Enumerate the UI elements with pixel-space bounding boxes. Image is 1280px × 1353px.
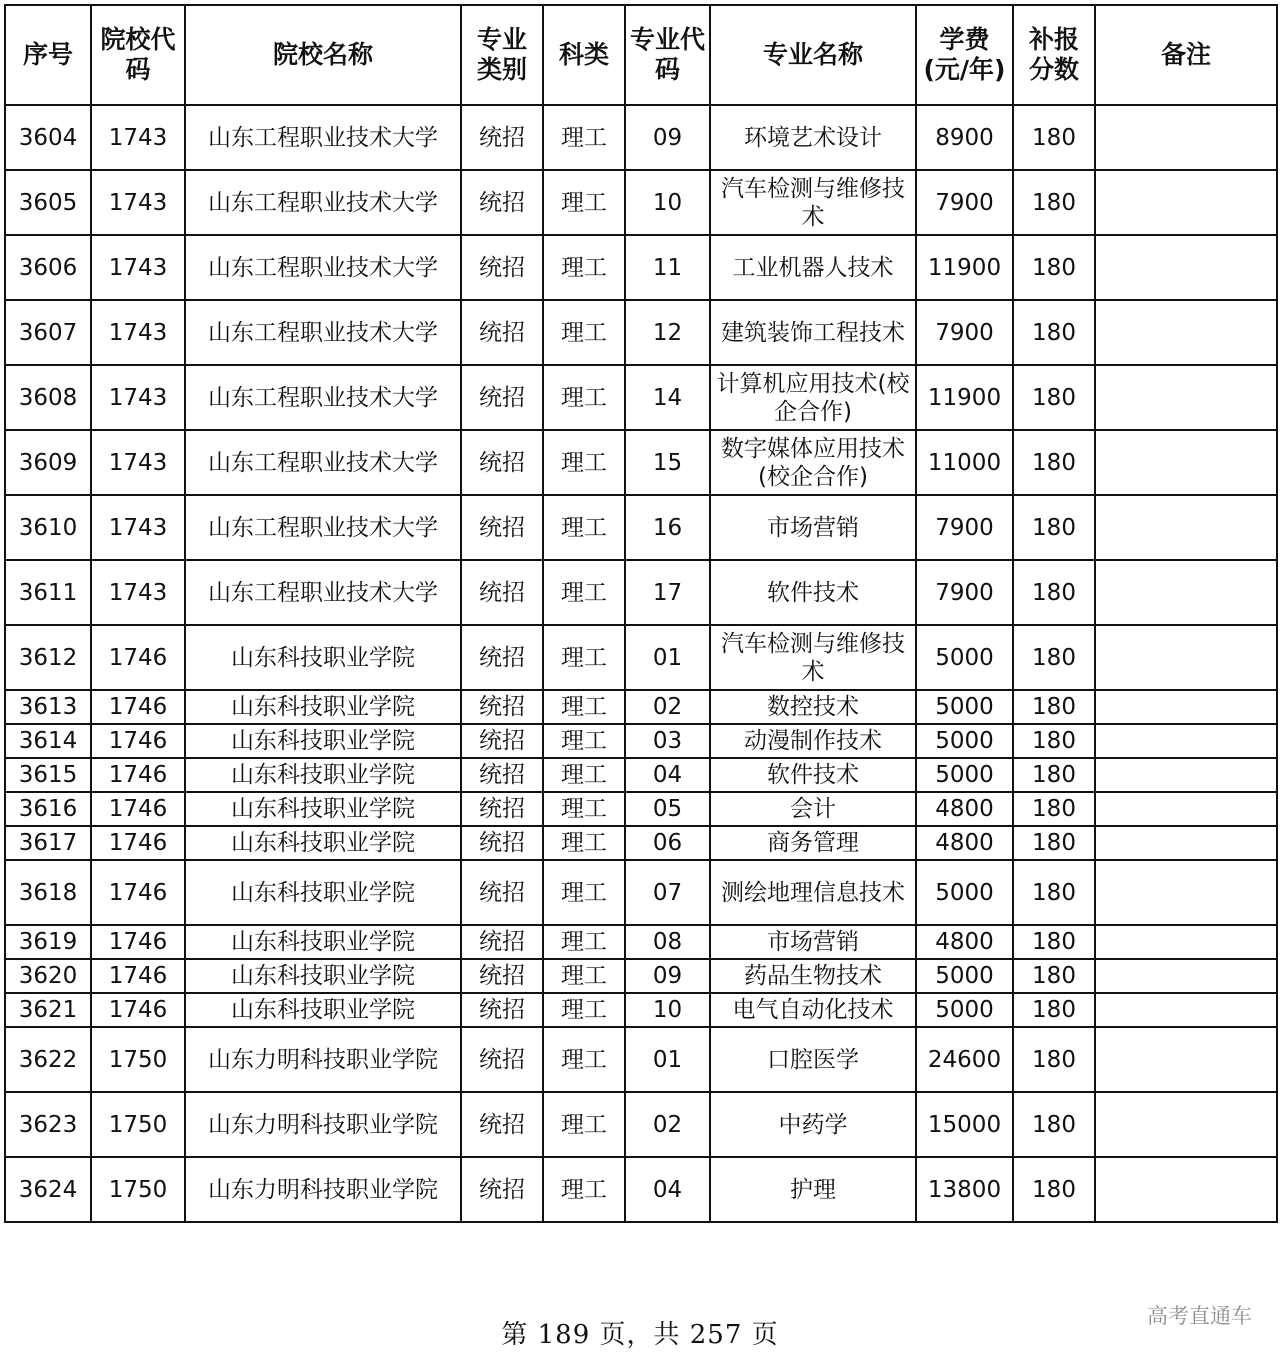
cell-category: 统招 <box>461 959 543 993</box>
table-row <box>5 860 1277 925</box>
cell-category: 统招 <box>461 826 543 860</box>
cell-school-name: 山东工程职业技术大学 <box>185 300 461 365</box>
cell-major-name: 市场营销 <box>710 495 916 560</box>
cell-seq: 3617 <box>5 826 91 860</box>
cell-major-code: 06 <box>625 826 710 860</box>
cell-major-name: 汽车检测与维修技术 <box>710 170 916 235</box>
table-row <box>5 724 1277 758</box>
cell-note <box>1095 959 1277 993</box>
cell-fee: 11000 <box>916 430 1013 495</box>
cell-score: 180 <box>1013 1157 1095 1222</box>
cell-subject: 理工 <box>543 105 625 170</box>
cell-subject: 理工 <box>543 1157 625 1222</box>
table-row <box>5 758 1277 792</box>
cell-school-code: 1743 <box>91 170 185 235</box>
cell-school-code: 1746 <box>91 792 185 826</box>
header-note: 备注 <box>1095 5 1277 105</box>
cell-category: 统招 <box>461 625 543 690</box>
cell-category: 统招 <box>461 690 543 724</box>
cell-fee: 8900 <box>916 105 1013 170</box>
table-row <box>5 625 1277 690</box>
cell-major-code: 02 <box>625 690 710 724</box>
cell-score: 180 <box>1013 430 1095 495</box>
cell-fee: 11900 <box>916 365 1013 430</box>
cell-school-name: 山东科技职业学院 <box>185 826 461 860</box>
cell-fee: 5000 <box>916 758 1013 792</box>
cell-major-code: 02 <box>625 1092 710 1157</box>
cell-school-name: 山东力明科技职业学院 <box>185 1092 461 1157</box>
cell-major-name: 建筑装饰工程技术 <box>710 300 916 365</box>
cell-score: 180 <box>1013 300 1095 365</box>
cell-category: 统招 <box>461 1092 543 1157</box>
cell-school-code: 1743 <box>91 365 185 430</box>
cell-school-code: 1743 <box>91 495 185 560</box>
cell-major-name: 动漫制作技术 <box>710 724 916 758</box>
cell-fee: 13800 <box>916 1157 1013 1222</box>
cell-seq: 3608 <box>5 365 91 430</box>
cell-major-code: 10 <box>625 993 710 1027</box>
cell-fee: 4800 <box>916 792 1013 826</box>
cell-note <box>1095 792 1277 826</box>
cell-school-code: 1746 <box>91 993 185 1027</box>
cell-category: 统招 <box>461 1157 543 1222</box>
cell-major-code: 07 <box>625 860 710 925</box>
cell-major-name: 计算机应用技术(校企合作) <box>710 365 916 430</box>
cell-major-name: 软件技术 <box>710 758 916 792</box>
cell-major-code: 14 <box>625 365 710 430</box>
admission-plan-table <box>4 4 1278 1223</box>
cell-fee: 11900 <box>916 235 1013 300</box>
cell-school-code: 1743 <box>91 560 185 625</box>
cell-subject: 理工 <box>543 495 625 560</box>
cell-school-name: 山东科技职业学院 <box>185 758 461 792</box>
cell-school-code: 1746 <box>91 826 185 860</box>
cell-note <box>1095 925 1277 959</box>
cell-subject: 理工 <box>543 235 625 300</box>
cell-seq: 3618 <box>5 860 91 925</box>
cell-fee: 5000 <box>916 690 1013 724</box>
cell-major-name: 护理 <box>710 1157 916 1222</box>
cell-category: 统招 <box>461 860 543 925</box>
cell-school-name: 山东工程职业技术大学 <box>185 365 461 430</box>
cell-seq: 3604 <box>5 105 91 170</box>
cell-note <box>1095 625 1277 690</box>
cell-school-name: 山东工程职业技术大学 <box>185 170 461 235</box>
cell-note <box>1095 724 1277 758</box>
cell-score: 180 <box>1013 1092 1095 1157</box>
cell-score: 180 <box>1013 690 1095 724</box>
table-row <box>5 826 1277 860</box>
header-score: 补报分数 <box>1013 5 1095 105</box>
cell-subject: 理工 <box>543 430 625 495</box>
cell-major-name: 药品生物技术 <box>710 959 916 993</box>
cell-school-code: 1746 <box>91 860 185 925</box>
header-fee: 学费(元/年) <box>916 5 1013 105</box>
table-row <box>5 235 1277 300</box>
cell-subject: 理工 <box>543 365 625 430</box>
cell-school-name: 山东科技职业学院 <box>185 925 461 959</box>
cell-seq: 3611 <box>5 560 91 625</box>
cell-seq: 3619 <box>5 925 91 959</box>
cell-school-name: 山东工程职业技术大学 <box>185 495 461 560</box>
cell-school-name: 山东科技职业学院 <box>185 625 461 690</box>
cell-major-name: 会计 <box>710 792 916 826</box>
cell-note <box>1095 826 1277 860</box>
cell-school-code: 1750 <box>91 1092 185 1157</box>
cell-subject: 理工 <box>543 724 625 758</box>
cell-subject: 理工 <box>543 300 625 365</box>
cell-fee: 15000 <box>916 1092 1013 1157</box>
cell-score: 180 <box>1013 792 1095 826</box>
cell-category: 统招 <box>461 300 543 365</box>
cell-fee: 5000 <box>916 860 1013 925</box>
cell-school-code: 1750 <box>91 1027 185 1092</box>
cell-category: 统招 <box>461 495 543 560</box>
cell-school-code: 1750 <box>91 1157 185 1222</box>
cell-category: 统招 <box>461 724 543 758</box>
cell-seq: 3620 <box>5 959 91 993</box>
cell-school-name: 山东力明科技职业学院 <box>185 1027 461 1092</box>
cell-school-code: 1746 <box>91 925 185 959</box>
cell-seq: 3607 <box>5 300 91 365</box>
table-row <box>5 105 1277 170</box>
cell-major-name: 数字媒体应用技术(校企合作) <box>710 430 916 495</box>
cell-school-name: 山东科技职业学院 <box>185 860 461 925</box>
cell-school-name: 山东工程职业技术大学 <box>185 235 461 300</box>
cell-school-code: 1746 <box>91 690 185 724</box>
cell-category: 统招 <box>461 430 543 495</box>
cell-score: 180 <box>1013 1027 1095 1092</box>
cell-major-name: 环境艺术设计 <box>710 105 916 170</box>
cell-note <box>1095 1157 1277 1222</box>
cell-school-name: 山东力明科技职业学院 <box>185 1157 461 1222</box>
cell-major-name: 测绘地理信息技术 <box>710 860 916 925</box>
cell-fee: 7900 <box>916 560 1013 625</box>
cell-major-name: 软件技术 <box>710 560 916 625</box>
header-school-name: 院校名称 <box>185 5 461 105</box>
header-category: 专业类别 <box>461 5 543 105</box>
cell-major-name: 市场营销 <box>710 925 916 959</box>
cell-fee: 5000 <box>916 959 1013 993</box>
cell-category: 统招 <box>461 365 543 430</box>
header-seq: 序号 <box>5 5 91 105</box>
table-row <box>5 993 1277 1027</box>
cell-seq: 3616 <box>5 792 91 826</box>
cell-major-name: 汽车检测与维修技术 <box>710 625 916 690</box>
cell-major-code: 11 <box>625 235 710 300</box>
cell-fee: 7900 <box>916 170 1013 235</box>
cell-major-code: 16 <box>625 495 710 560</box>
cell-school-name: 山东工程职业技术大学 <box>185 105 461 170</box>
cell-note <box>1095 300 1277 365</box>
cell-school-code: 1743 <box>91 430 185 495</box>
cell-major-code: 08 <box>625 925 710 959</box>
cell-fee: 5000 <box>916 724 1013 758</box>
table-row <box>5 690 1277 724</box>
cell-school-name: 山东科技职业学院 <box>185 993 461 1027</box>
cell-school-code: 1743 <box>91 300 185 365</box>
cell-subject: 理工 <box>543 170 625 235</box>
cell-fee: 5000 <box>916 625 1013 690</box>
cell-seq: 3615 <box>5 758 91 792</box>
cell-school-name: 山东科技职业学院 <box>185 959 461 993</box>
cell-category: 统招 <box>461 758 543 792</box>
cell-note <box>1095 1027 1277 1092</box>
cell-subject: 理工 <box>543 625 625 690</box>
cell-major-code: 15 <box>625 430 710 495</box>
cell-fee: 4800 <box>916 925 1013 959</box>
cell-note <box>1095 690 1277 724</box>
watermark: 高考直通车 <box>1147 1304 1252 1328</box>
cell-subject: 理工 <box>543 860 625 925</box>
table-row <box>5 1027 1277 1092</box>
cell-score: 180 <box>1013 724 1095 758</box>
cell-major-code: 10 <box>625 170 710 235</box>
cell-note <box>1095 105 1277 170</box>
cell-seq: 3612 <box>5 625 91 690</box>
cell-seq: 3605 <box>5 170 91 235</box>
cell-note <box>1095 430 1277 495</box>
cell-score: 180 <box>1013 495 1095 560</box>
cell-score: 180 <box>1013 625 1095 690</box>
cell-subject: 理工 <box>543 560 625 625</box>
cell-fee: 24600 <box>916 1027 1013 1092</box>
cell-fee: 7900 <box>916 495 1013 560</box>
cell-score: 180 <box>1013 235 1095 300</box>
cell-score: 180 <box>1013 959 1095 993</box>
cell-seq: 3614 <box>5 724 91 758</box>
cell-category: 统招 <box>461 235 543 300</box>
header-major-code: 专业代码 <box>625 5 710 105</box>
cell-major-code: 04 <box>625 1157 710 1222</box>
cell-seq: 3622 <box>5 1027 91 1092</box>
cell-category: 统招 <box>461 792 543 826</box>
cell-school-name: 山东科技职业学院 <box>185 792 461 826</box>
header-subject: 科类 <box>543 5 625 105</box>
cell-category: 统招 <box>461 105 543 170</box>
cell-note <box>1095 1092 1277 1157</box>
cell-major-code: 12 <box>625 300 710 365</box>
table-row <box>5 560 1277 625</box>
cell-subject: 理工 <box>543 826 625 860</box>
cell-subject: 理工 <box>543 925 625 959</box>
cell-school-code: 1746 <box>91 758 185 792</box>
cell-major-code: 17 <box>625 560 710 625</box>
cell-major-name: 工业机器人技术 <box>710 235 916 300</box>
cell-major-name: 中药学 <box>710 1092 916 1157</box>
cell-major-name: 口腔医学 <box>710 1027 916 1092</box>
cell-seq: 3613 <box>5 690 91 724</box>
cell-category: 统招 <box>461 993 543 1027</box>
cell-subject: 理工 <box>543 792 625 826</box>
cell-school-code: 1746 <box>91 959 185 993</box>
cell-school-name: 山东科技职业学院 <box>185 724 461 758</box>
cell-major-code: 09 <box>625 959 710 993</box>
cell-score: 180 <box>1013 365 1095 430</box>
page-footer: 第 189 页，共 257 页 <box>501 1320 779 1350</box>
table-row <box>5 1092 1277 1157</box>
cell-note <box>1095 758 1277 792</box>
cell-seq: 3624 <box>5 1157 91 1222</box>
cell-note <box>1095 560 1277 625</box>
cell-major-name: 商务管理 <box>710 826 916 860</box>
cell-subject: 理工 <box>543 1027 625 1092</box>
cell-fee: 7900 <box>916 300 1013 365</box>
cell-subject: 理工 <box>543 758 625 792</box>
cell-major-code: 01 <box>625 625 710 690</box>
cell-major-code: 09 <box>625 105 710 170</box>
cell-school-code: 1743 <box>91 105 185 170</box>
cell-note <box>1095 170 1277 235</box>
cell-subject: 理工 <box>543 690 625 724</box>
cell-major-code: 04 <box>625 758 710 792</box>
table-row <box>5 300 1277 365</box>
cell-major-code: 01 <box>625 1027 710 1092</box>
table-row <box>5 495 1277 560</box>
cell-score: 180 <box>1013 758 1095 792</box>
cell-subject: 理工 <box>543 959 625 993</box>
table-row <box>5 430 1277 495</box>
cell-note <box>1095 993 1277 1027</box>
cell-category: 统招 <box>461 925 543 959</box>
cell-subject: 理工 <box>543 993 625 1027</box>
cell-score: 180 <box>1013 105 1095 170</box>
cell-school-code: 1746 <box>91 724 185 758</box>
cell-score: 180 <box>1013 560 1095 625</box>
cell-fee: 4800 <box>916 826 1013 860</box>
header-school-code: 院校代码 <box>91 5 185 105</box>
cell-seq: 3623 <box>5 1092 91 1157</box>
header-row <box>5 5 1277 105</box>
cell-school-code: 1743 <box>91 235 185 300</box>
cell-seq: 3621 <box>5 993 91 1027</box>
table-row <box>5 170 1277 235</box>
cell-category: 统招 <box>461 560 543 625</box>
cell-school-code: 1746 <box>91 625 185 690</box>
cell-major-code: 03 <box>625 724 710 758</box>
table-row <box>5 1157 1277 1222</box>
cell-score: 180 <box>1013 925 1095 959</box>
cell-seq: 3609 <box>5 430 91 495</box>
table-row <box>5 792 1277 826</box>
cell-school-name: 山东工程职业技术大学 <box>185 430 461 495</box>
table-row <box>5 365 1277 430</box>
cell-subject: 理工 <box>543 1092 625 1157</box>
cell-category: 统招 <box>461 170 543 235</box>
cell-seq: 3606 <box>5 235 91 300</box>
cell-school-name: 山东科技职业学院 <box>185 690 461 724</box>
cell-score: 180 <box>1013 826 1095 860</box>
cell-score: 180 <box>1013 993 1095 1027</box>
table-row <box>5 925 1277 959</box>
cell-note <box>1095 495 1277 560</box>
cell-school-name: 山东工程职业技术大学 <box>185 560 461 625</box>
cell-fee: 5000 <box>916 993 1013 1027</box>
cell-major-name: 数控技术 <box>710 690 916 724</box>
cell-note <box>1095 365 1277 430</box>
cell-score: 180 <box>1013 170 1095 235</box>
cell-major-code: 05 <box>625 792 710 826</box>
table-row <box>5 959 1277 993</box>
cell-category: 统招 <box>461 1027 543 1092</box>
header-major-name: 专业名称 <box>710 5 916 105</box>
cell-major-name: 电气自动化技术 <box>710 993 916 1027</box>
cell-note <box>1095 235 1277 300</box>
cell-note <box>1095 860 1277 925</box>
cell-seq: 3610 <box>5 495 91 560</box>
cell-score: 180 <box>1013 860 1095 925</box>
